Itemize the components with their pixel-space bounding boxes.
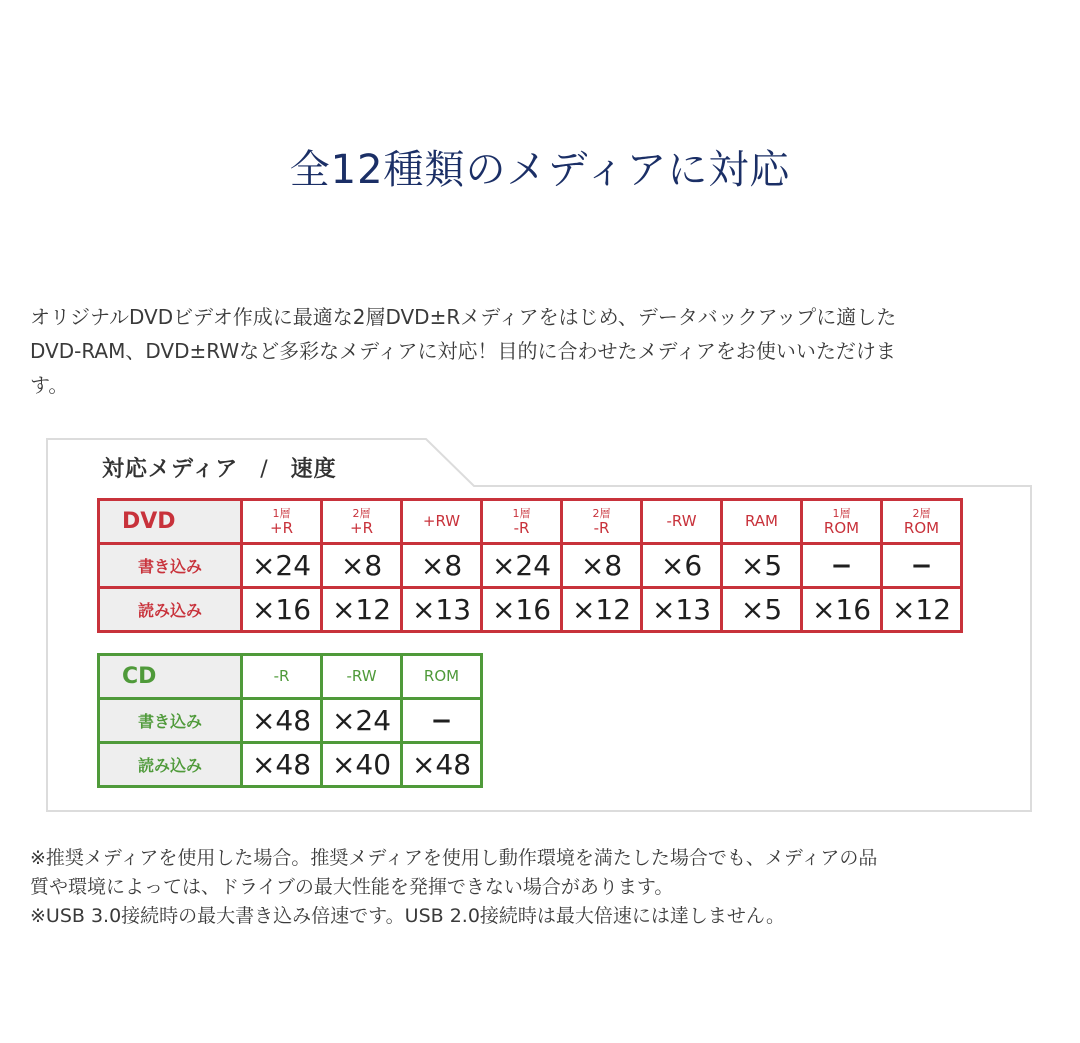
dvd-column-header [483, 501, 560, 542]
speed-value: ×8 [403, 545, 480, 586]
dvd-speed-row [100, 589, 960, 630]
dvd-speed-table [97, 498, 963, 633]
column-header-line: -RW [666, 512, 697, 530]
panel-title-speed: 速度 [290, 457, 337, 482]
speed-value: − [803, 545, 880, 586]
dvd-header-row [100, 501, 960, 542]
speed-value: ×5 [723, 589, 800, 630]
dvd-label: DVD [100, 501, 240, 542]
cd-speed-row [100, 700, 480, 741]
cd-label: CD [100, 656, 240, 697]
column-header-line: +R [270, 518, 293, 537]
column-header-line: 1層 [272, 506, 291, 520]
column-header-line: ROM [823, 518, 860, 537]
speed-value: ×48 [243, 744, 320, 785]
column-header-line: -RW [346, 667, 377, 685]
intro-line: DVD-RAM、DVD±RWなど多彩なメディアに対応！目的に合わせたメディアをお使いいただけま [30, 339, 896, 363]
cd-column-header [403, 656, 480, 697]
dvd-column-header [643, 501, 720, 542]
speed-value: − [883, 545, 960, 586]
footnotes [30, 844, 1060, 931]
intro-line: す。 [30, 373, 69, 397]
panel-title-media: 対応メディア [102, 457, 239, 482]
column-header-line: 2層 [592, 506, 611, 520]
dvd-column-header [803, 501, 880, 542]
footnote-line: ※推奨メディアを使用した場合。推奨メディアを使用し動作環境を満たした場合でも、メディアの品 [30, 847, 878, 869]
speed-value: ×24 [323, 700, 400, 741]
column-header-line: RAM [744, 512, 779, 530]
speed-value: ×8 [563, 545, 640, 586]
speed-value: ×16 [483, 589, 560, 630]
intro-line: オリジナルDVDビデオ作成に最適な2層DVD±Rメディアをはじめ、データバックアップに適した [30, 305, 897, 329]
speed-value: ×24 [483, 545, 560, 586]
cd-column-header [243, 656, 320, 697]
column-header-line: 2層 [352, 506, 371, 520]
column-header-line: 1層 [512, 506, 531, 520]
page-title: 全12種類のメディアに対応 [289, 147, 791, 193]
cd-column-header [323, 656, 400, 697]
column-header-line: ROM [423, 667, 460, 685]
speed-value: − [403, 700, 480, 741]
dvd-column-header [723, 501, 800, 542]
speed-value: ×12 [323, 589, 400, 630]
cd-header-row [100, 656, 480, 697]
cd-speed-table [97, 653, 483, 788]
dvd-column-header [323, 501, 400, 542]
speed-value: ×12 [883, 589, 960, 630]
dvd-column-header [243, 501, 320, 542]
panel-title [102, 452, 337, 483]
column-header-line: ROM [903, 518, 940, 537]
dvd-column-header [883, 501, 960, 542]
speed-value: ×6 [643, 545, 720, 586]
speed-value: ×8 [323, 545, 400, 586]
speed-value: ×48 [243, 700, 320, 741]
column-header-line: +R [350, 518, 373, 537]
column-header-line: -R [593, 518, 610, 537]
speed-value: ×5 [723, 545, 800, 586]
column-header-line: -R [273, 667, 290, 685]
speed-value: ×13 [643, 589, 720, 630]
column-header-line: 2層 [912, 506, 931, 520]
row-label: 読み込み [100, 589, 240, 630]
row-label: 書き込み [100, 700, 240, 741]
dvd-speed-row [100, 545, 960, 586]
speed-value: ×48 [403, 744, 480, 785]
speed-value: ×13 [403, 589, 480, 630]
row-label: 読み込み [100, 744, 240, 785]
speed-value: ×16 [243, 589, 320, 630]
row-label: 書き込み [100, 545, 240, 586]
panel-title-separator: / [260, 457, 269, 482]
footnote-line: ※USB 3.0接続時の最大書き込み倍速です。USB 2.0接続時は最大倍速には達しません。 [30, 905, 786, 927]
speed-value: ×24 [243, 545, 320, 586]
intro-text [30, 300, 1040, 402]
footnote-line: 質や環境によっては、ドライブの最大性能を発揮できない場合があります。 [30, 876, 674, 898]
dvd-column-header [403, 501, 480, 542]
cd-speed-row [100, 744, 480, 785]
speed-value: ×40 [323, 744, 400, 785]
speed-value: ×16 [803, 589, 880, 630]
dvd-column-header [563, 501, 640, 542]
column-header-line: 1層 [832, 506, 851, 520]
column-header-line: +RW [422, 512, 461, 530]
media-support-panel [46, 438, 1032, 812]
column-header-line: -R [513, 518, 530, 537]
speed-value: ×12 [563, 589, 640, 630]
